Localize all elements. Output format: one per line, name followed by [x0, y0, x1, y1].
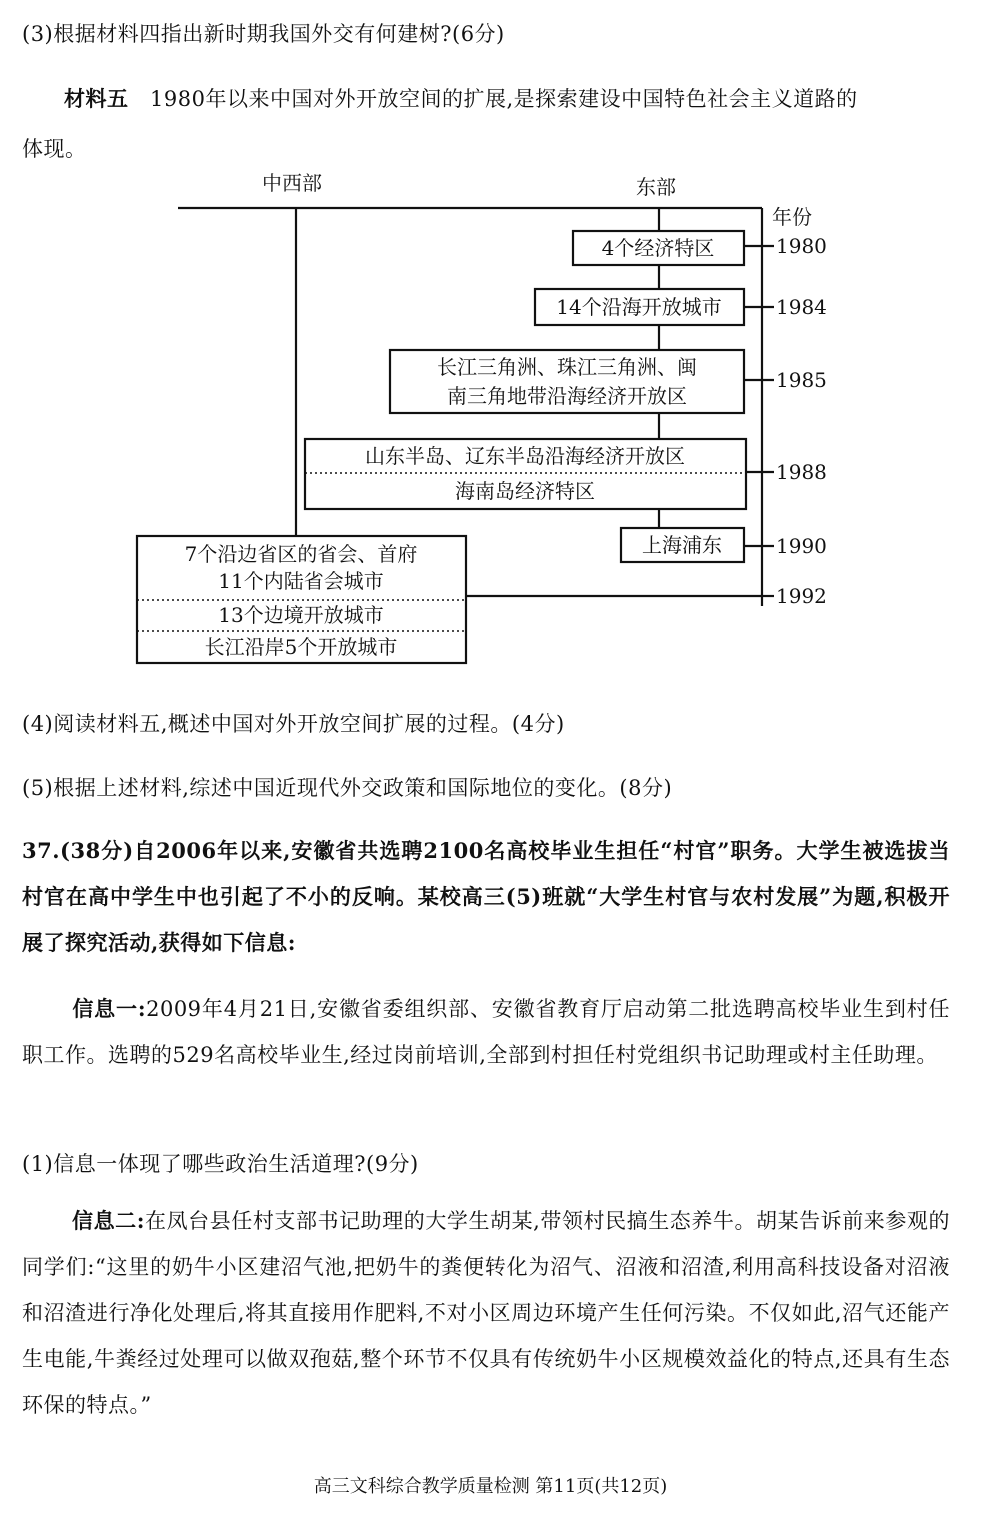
- info-2-text: 在凤台县任村支部书记助理的大学生胡某,带领村民搞生态养牛。胡某告诉前来参观的同学们:“这里的奶牛小区建沼气池,把奶牛的粪便转化为沼气、沼液和沼渣,利用高科技设备对沼液和沼渣进行净化处理后,将其直接用作肥料,不对小区周边环境产生任何污染。不仅如此,沼气还能产生电能,牛粪经过处理可以做双孢菇,整个环节不仅具有传统奶牛小区规模效益化的特点,还具有生态环保的特点。”: [22, 1209, 950, 1417]
- info-1-text: 2009年4月21日,安徽省委组织部、安徽省教育厅启动第二批选聘高校毕业生到村任职工作。选聘的529名高校毕业生,经过岗前培训,全部到村担任村党组织书记助理或村主任助理。: [22, 997, 950, 1067]
- box-1992-line1: 7个沿边省区的省会、首府: [184, 542, 418, 566]
- year-1990: 1990: [776, 534, 827, 558]
- material-5-line1: 1980年以来中国对外开放空间的扩展,是探索建设中国特色社会主义道路的: [150, 87, 858, 111]
- box-1984-label: 14个沿海开放城市: [556, 295, 722, 319]
- box-1980-label: 4个经济特区: [601, 236, 715, 260]
- box-1992-line2: 11个内陆省会城市: [218, 569, 384, 593]
- year-label: 年份: [772, 205, 812, 229]
- info-1-label: 信息一:: [72, 996, 147, 1021]
- page-footer: 高三文科综合教学质量检测 第11页(共12页): [313, 1476, 668, 1497]
- year-1992: 1992: [776, 584, 827, 608]
- material-5-label: 材料五: [64, 86, 129, 111]
- west-label: 中西部: [262, 171, 322, 195]
- year-1980: 1980: [776, 234, 827, 258]
- info-2-label: 信息二:: [72, 1208, 145, 1233]
- box-1992-line4: 长江沿岸5个开放城市: [204, 635, 398, 659]
- box-1985-line1: 长江三角洲、珠江三角洲、闽: [437, 355, 697, 379]
- box-1990-label: 上海浦东: [642, 533, 722, 557]
- question-37-1: (1)信息一体现了哪些政治生活道理?(9分): [22, 1152, 419, 1176]
- box-1988-line1: 山东半岛、辽东半岛沿海经济开放区: [365, 444, 685, 468]
- material-5-line2: 体现。: [22, 137, 87, 161]
- opening-diagram: [0, 160, 981, 680]
- question-5: (5)根据上述材料,综述中国近现代外交政策和国际地位的变化。(8分): [22, 776, 673, 800]
- year-1984: 1984: [776, 295, 827, 319]
- info-2: [22, 1198, 950, 1428]
- material-5-text: [22, 74, 957, 174]
- year-1985: 1985: [776, 368, 827, 392]
- question-3: (3)根据材料四指出新时期我国外交有何建树?(6分): [22, 22, 505, 46]
- box-1988-line2: 海南岛经济特区: [455, 479, 595, 503]
- box-1992-line3: 13个边境开放城市: [218, 603, 384, 627]
- east-label: 东部: [636, 175, 676, 199]
- info-1: [22, 986, 950, 1078]
- box-1985-line2: 南三角地带沿海经济开放区: [447, 384, 687, 408]
- year-1988: 1988: [776, 460, 827, 484]
- question-37: 37.(38分)自2006年以来,安徽省共选聘2100名高校毕业生担任“村官”职务。大学生被选拔当村官在高中学生中也引起了不小的反响。某校高三(5)班就“大学生村官与农村发展”为题,积极开展了探究活动,获得如下信息:: [22, 838, 950, 955]
- question-4: (4)阅读材料五,概述中国对外开放空间扩展的过程。(4分): [22, 712, 565, 736]
